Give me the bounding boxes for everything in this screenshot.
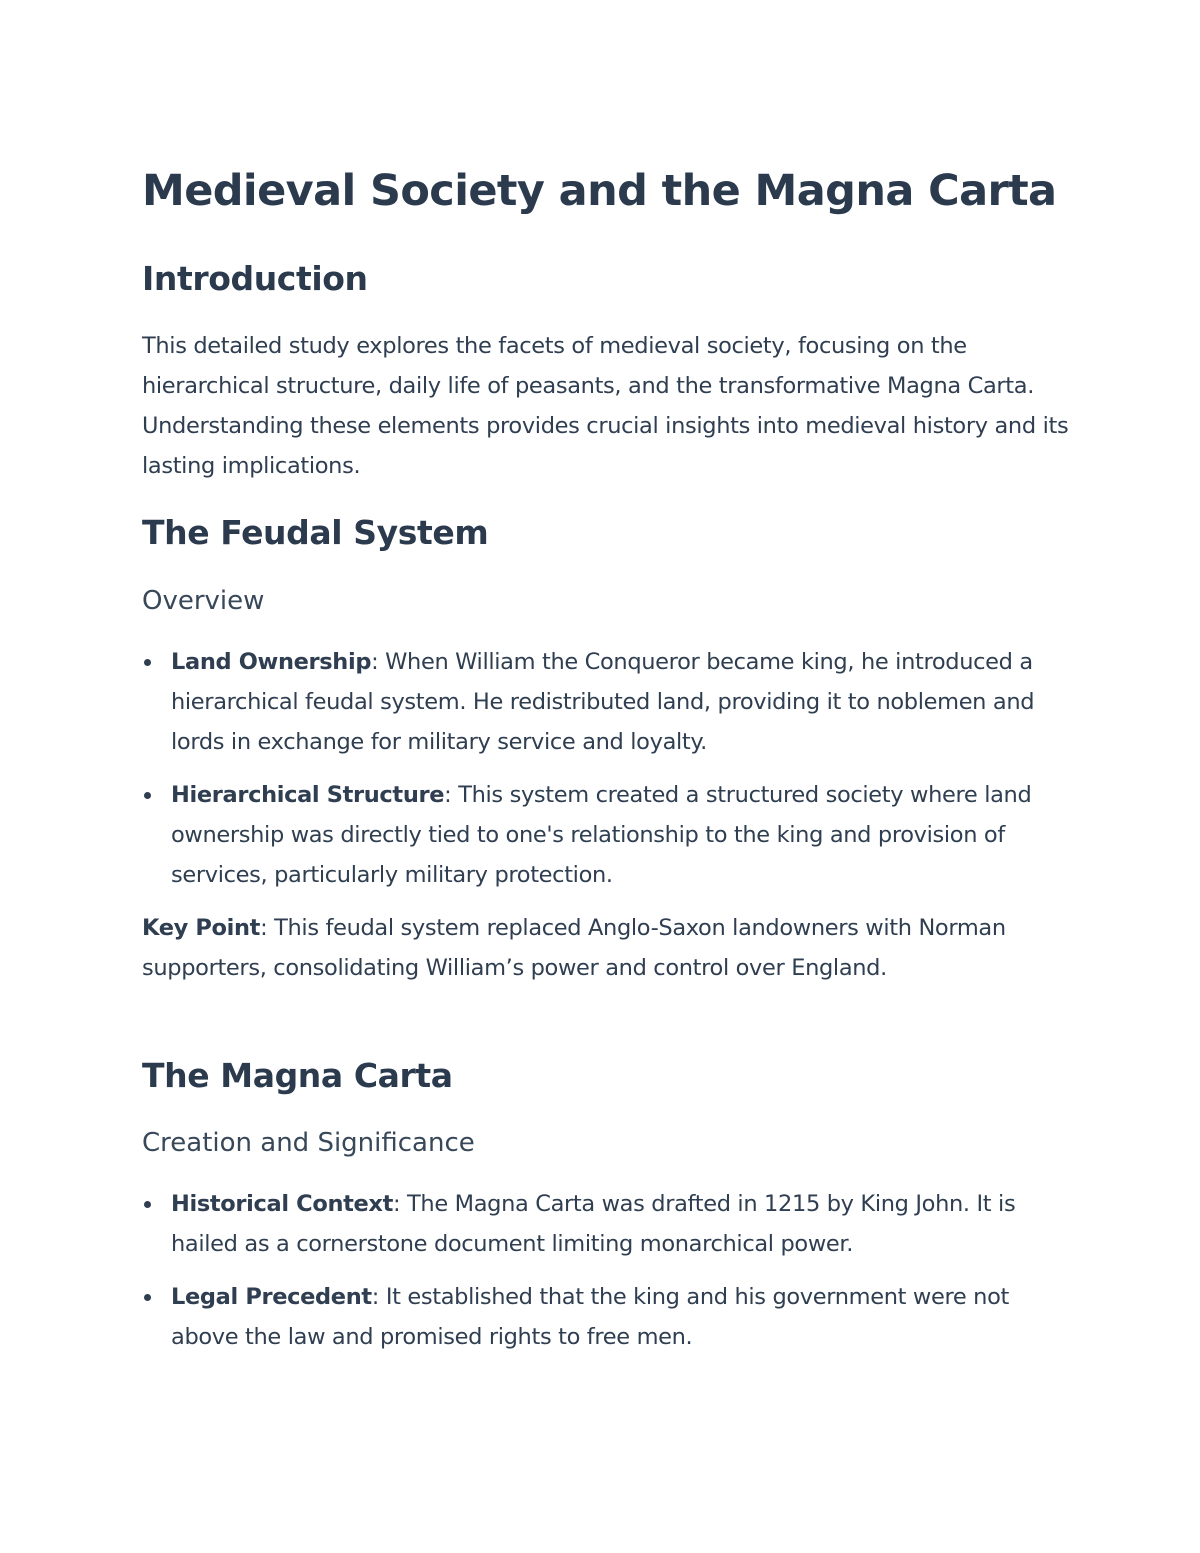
key-point-label: Key Point: [142, 915, 261, 941]
list-item: [142, 1184, 1072, 1264]
introduction-heading: Introduction: [142, 259, 368, 298]
list-item-text: : This system created a structured society where land ownership was directly tied to one's relationship to the king and provision of services, particularly military protection.: [171, 782, 1032, 888]
bullet-icon: [144, 659, 151, 666]
list-item-term: Land Ownership: [171, 649, 372, 675]
feudal-list: [142, 642, 1072, 908]
bullet-icon: [144, 792, 151, 799]
list-item-text: : The Magna Carta was drafted in 1215 by King John. It is hailed as a cornerstone document limiting monarchical power.: [171, 1191, 1016, 1257]
list-item: [142, 1277, 1072, 1357]
list-item-text: : When William the Conqueror became king, he introduced a hierarchical feudal system. He redistributed land, providing it to noblemen and lords in exchange for military service and loyalty.: [171, 649, 1035, 755]
key-point-paragraph: [142, 908, 1072, 988]
magna-list: [142, 1184, 1072, 1370]
bullet-icon: [144, 1294, 151, 1301]
feudal-system-heading: The Feudal System: [142, 513, 489, 552]
overview-subheading: Overview: [142, 586, 265, 616]
list-item-text: : It established that the king and his government were not above the law and promised rights to free men.: [171, 1284, 1009, 1350]
bullet-icon: [144, 1201, 151, 1208]
introduction-paragraph: This detailed study explores the facets of medieval society, focusing on the hierarchical structure, daily life of peasants, and the transformative Magna Carta. Understanding these elements provides crucial insights into medieval history and its lasting implications.: [142, 333, 1069, 479]
list-item-term: Legal Precedent: [171, 1284, 372, 1310]
magna-carta-heading: The Magna Carta: [142, 1056, 453, 1095]
key-point-text: : This feudal system replaced Anglo-Saxon landowners with Norman supporters, consolidating William’s power and control over England.: [142, 915, 1006, 981]
list-item: [142, 642, 1072, 762]
creation-subheading: Creation and Significance: [142, 1128, 475, 1158]
list-item-term: Hierarchical Structure: [171, 782, 445, 808]
list-item-term: Historical Context: [171, 1191, 393, 1217]
document-title: Medieval Society and the Magna Carta: [142, 166, 1057, 216]
list-item: [142, 775, 1072, 895]
